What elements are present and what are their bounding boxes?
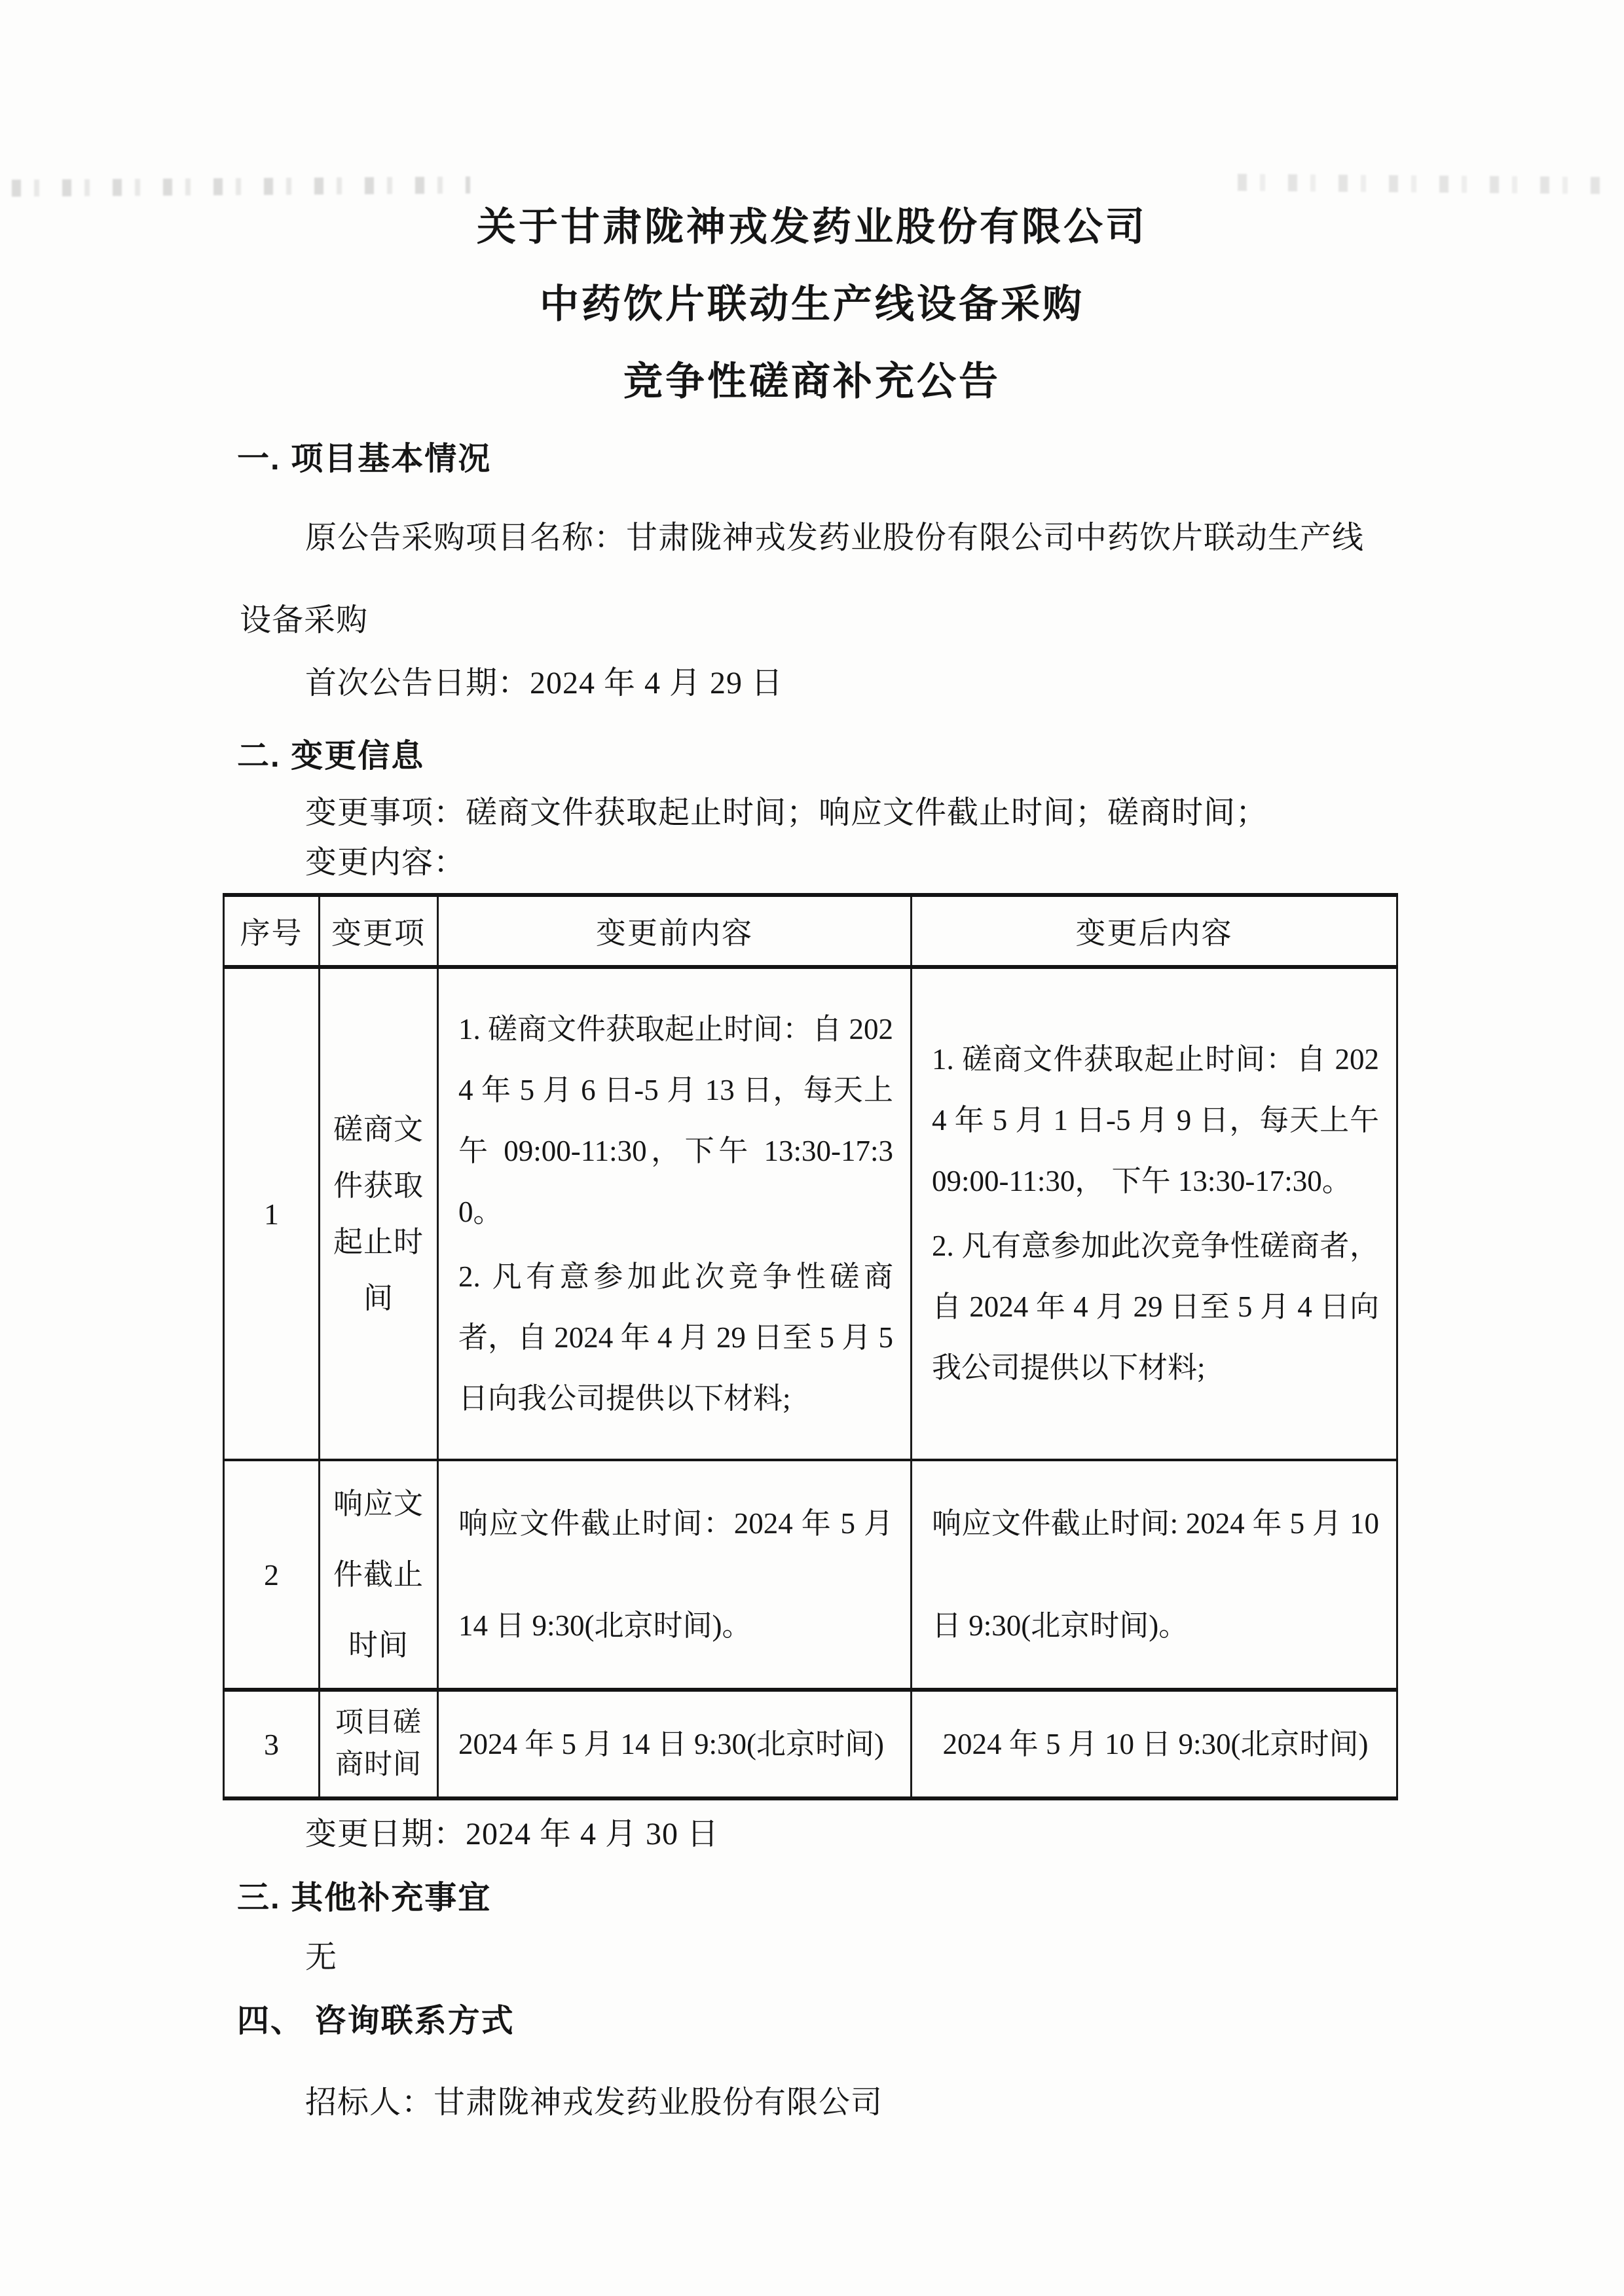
project-name-line1: 原公告采购项目名称：甘肃陇神戎发药业股份有限公司中药饮片联动生产线 — [305, 520, 1365, 555]
table-header-row — [224, 895, 1397, 967]
row1-after-p1: 1. 磋商文件获取起止时间：自 2024 年 5 月 1 日-5 月 9 日，每天上午 09:00-11:30， 下午 13:30-17:30。 — [932, 1043, 1379, 1197]
row1-item: 磋商文件获取起止时间 — [320, 967, 438, 1460]
row1-after — [912, 967, 1397, 1460]
header-after: 变更后内容 — [912, 895, 1397, 967]
row1-no: 1 — [224, 967, 320, 1460]
header-no: 序号 — [224, 895, 320, 967]
row1-before-p2: 2. 凡有意参加此次竞争性磋商者，自 2024 年 4 月 29 日至 5 月 5 日向我公司提供以下材料; — [458, 1260, 893, 1415]
row2-item: 响应文件截止时间 — [320, 1460, 438, 1690]
row1-before-p1: 1. 磋商文件获取起止时间：自 2024 年 5 月 6 日-5 月 13 日，每天上午 09:00-11:30，下午 13:30-17:30。 — [458, 1012, 893, 1228]
section3-heading: 三. 其他补充事宜 — [237, 1880, 492, 1916]
scan-artifact-left — [12, 177, 470, 197]
row2-after: 响应文件截止时间: 2024 年 5 月 10 日 9:30(北京时间)。 — [912, 1460, 1397, 1690]
section4-heading: 四、 咨询联系方式 — [237, 2003, 515, 2039]
row3-after: 2024 年 5 月 10 日 9:30(北京时间) — [912, 1690, 1397, 1798]
table-row — [224, 1690, 1397, 1798]
row1-after-p2: 2. 凡有意参加此次竞争性磋商者，自 2024 年 4 月 29 日至 5 月 4 日向我公司提供以下材料; — [932, 1230, 1379, 1384]
header-item: 变更项 — [320, 895, 438, 967]
row3-no: 3 — [224, 1690, 320, 1798]
row1-before — [438, 967, 912, 1460]
section3-content: 无 — [305, 1940, 338, 1975]
first-announce-date: 首次公告日期：2024 年 4 月 29 日 — [305, 666, 784, 701]
tenderer-line: 招标人：甘肃陇神戎发药业股份有限公司 — [305, 2085, 883, 2120]
section1-heading: 一. 项目基本情况 — [237, 441, 492, 477]
row3-before: 2024 年 5 月 14 日 9:30(北京时间) — [438, 1690, 912, 1798]
change-date-line: 变更日期：2024 年 4 月 30 日 — [305, 1817, 720, 1851]
title-line-3: 竞争性磋商补充公告 — [623, 359, 1001, 403]
title-line-2: 中药饮片联动生产线设备采购 — [540, 282, 1084, 326]
row3-item: 项目磋商时间 — [320, 1690, 438, 1798]
table-row — [224, 967, 1397, 1460]
row2-no: 2 — [224, 1460, 320, 1690]
document-title — [0, 0, 1624, 420]
header-before: 变更前内容 — [438, 895, 912, 967]
change-table — [223, 893, 1398, 1800]
project-name-line2: 设备采购 — [240, 603, 369, 638]
change-content-label: 变更内容： — [305, 845, 466, 880]
title-line-1: 关于甘肃陇神戎发药业股份有限公司 — [477, 205, 1147, 249]
section2-heading: 二. 变更信息 — [237, 738, 425, 774]
change-items-line: 变更事项：磋商文件获取起止时间；响应文件截止时间；磋商时间； — [305, 795, 1268, 830]
row2-before: 响应文件截止时间：2024 年 5 月 14 日 9:30(北京时间)。 — [438, 1460, 912, 1690]
table-row — [224, 1460, 1397, 1690]
scan-artifact-right — [1238, 174, 1612, 194]
